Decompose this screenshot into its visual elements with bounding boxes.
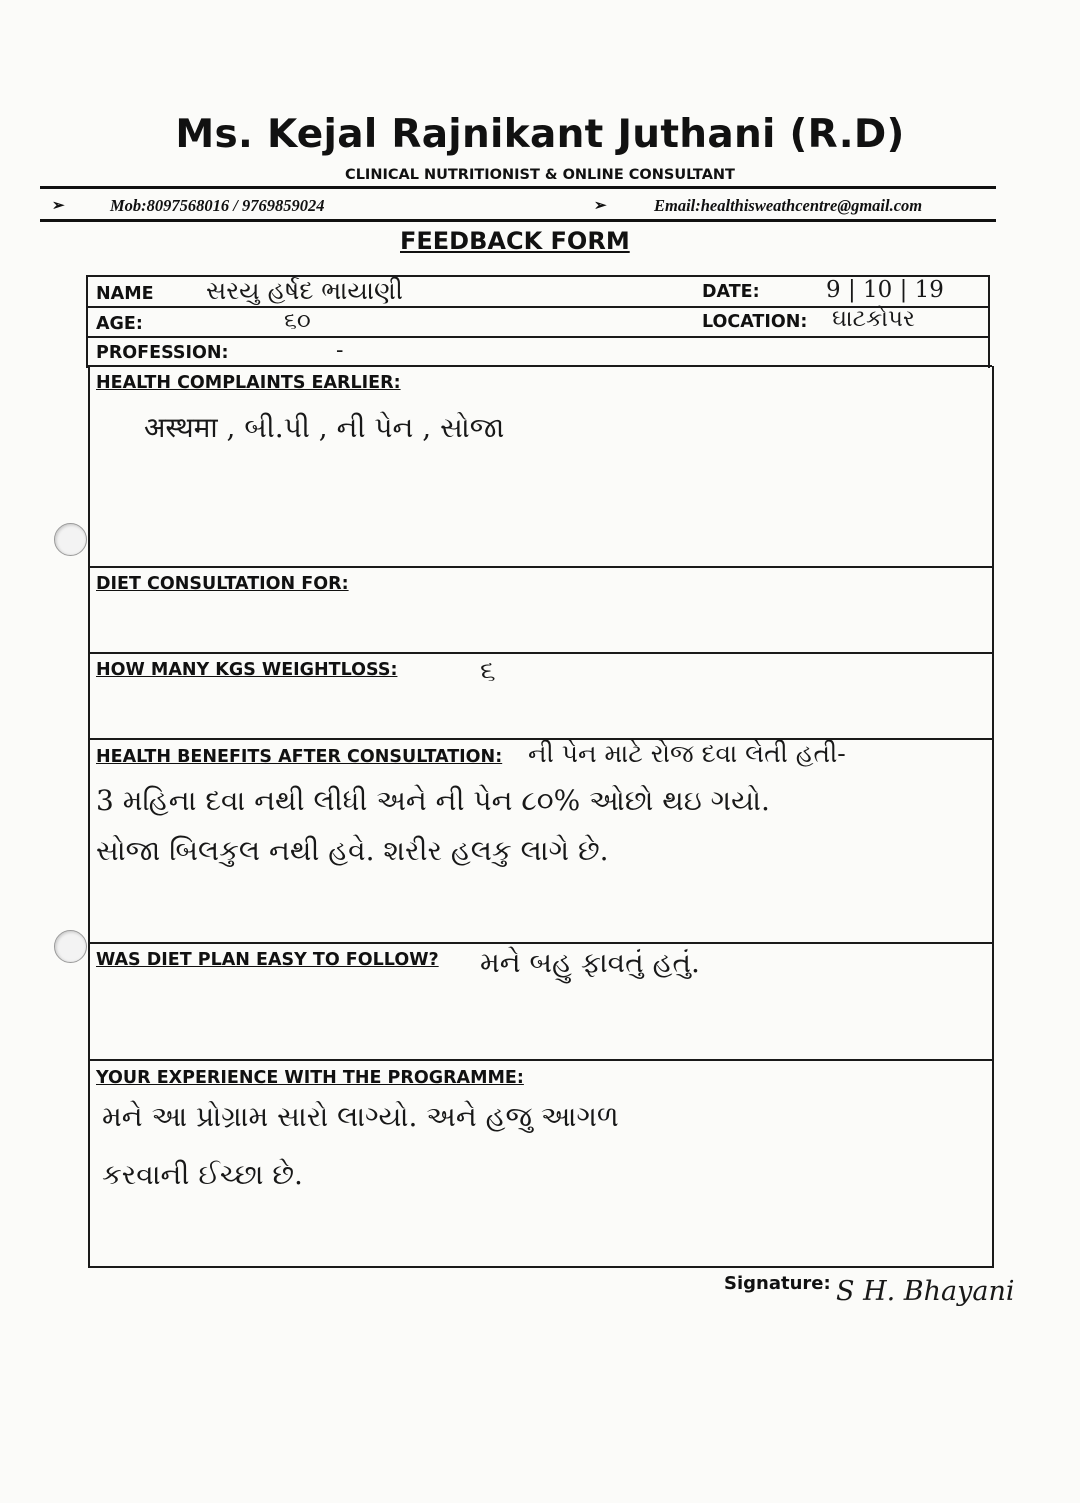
punch-hole	[54, 930, 87, 963]
date-label: DATE:	[702, 282, 760, 302]
weightloss-label: HOW MANY KGS WEIGHTLOSS:	[96, 660, 398, 680]
complaints-value: अस्थमा , બી.પી , ની પેન , સોજા	[144, 411, 505, 444]
benefits-line-2: 3 મહિના દવા નથી લીધી અને ની પેન ૮૦% ઓછો થઇ ગયો.	[96, 784, 770, 817]
signature-label: Signature:	[724, 1273, 831, 1294]
email-address: Email:healthisweathcentre@gmail.com	[654, 196, 923, 215]
experience-label: YOUR EXPERIENCE WITH THE PROGRAMME:	[96, 1068, 524, 1088]
age-label: AGE:	[96, 314, 143, 334]
profession-label: PROFESSION:	[96, 343, 229, 363]
nutritionist-name: Ms. Kejal Rajnikant Juthani (R.D)	[175, 112, 905, 157]
age-value: ૬૦	[284, 308, 311, 334]
row-divider	[88, 1266, 994, 1268]
row-divider	[88, 652, 994, 654]
row-divider	[88, 942, 994, 944]
easy-to-follow-label: WAS DIET PLAN EASY TO FOLLOW?	[96, 950, 439, 970]
nutritionist-subtitle: CLINICAL NUTRITIONIST & ONLINE CONSULTANT	[345, 167, 735, 183]
location-value: ઘાટકોપર	[832, 306, 915, 332]
experience-line-1: મને આ પ્રોગ્રામ સારો લાગ્યો. અને હજુ આગળ	[102, 1100, 619, 1133]
diet-consultation-label: DIET CONSULTATION FOR:	[96, 574, 349, 594]
benefits-line-1: ની પેન માટે રોજ દવા લેતી હતી-	[528, 739, 846, 768]
row-divider	[86, 365, 992, 367]
arrow-bullet-icon: ➢	[52, 197, 65, 214]
table-border-right	[988, 275, 990, 368]
row-divider	[86, 336, 990, 338]
table-border-left	[88, 366, 90, 1268]
signature-value: S H. Bhayani	[836, 1276, 1015, 1307]
complaints-label: HEALTH COMPLAINTS EARLIER:	[96, 373, 401, 393]
profession-value: -	[336, 338, 344, 363]
form-title: FEEDBACK FORM	[400, 227, 630, 255]
weightloss-value: ૬	[480, 654, 496, 687]
header-rule-top	[40, 186, 996, 189]
easy-to-follow-value: મને બહુ ફાવતું હતું.	[480, 946, 700, 979]
row-divider	[88, 1059, 994, 1061]
punch-hole	[54, 523, 87, 556]
benefits-line-3: સોજા બિલકુલ નથી હવે. શરીર હલકુ લાગે છે.	[96, 834, 609, 867]
table-border-right	[992, 366, 994, 1268]
experience-line-2: કરવાની ઈચ્છા છે.	[102, 1158, 303, 1191]
row-divider	[88, 566, 994, 568]
benefits-label: HEALTH BENEFITS AFTER CONSULTATION:	[96, 747, 503, 767]
name-value: સરયુ હર્ષદ ભાયાણી	[206, 276, 403, 305]
location-label: LOCATION:	[702, 312, 808, 332]
mobile-numbers: Mob:8097568016 / 9769859024	[110, 196, 325, 215]
table-border-left	[86, 275, 88, 368]
arrow-bullet-icon: ➢	[594, 197, 607, 214]
header-rule-bottom	[40, 219, 996, 222]
date-value: 9 | 10 | 19	[826, 277, 944, 303]
name-label: NAME	[96, 284, 154, 304]
